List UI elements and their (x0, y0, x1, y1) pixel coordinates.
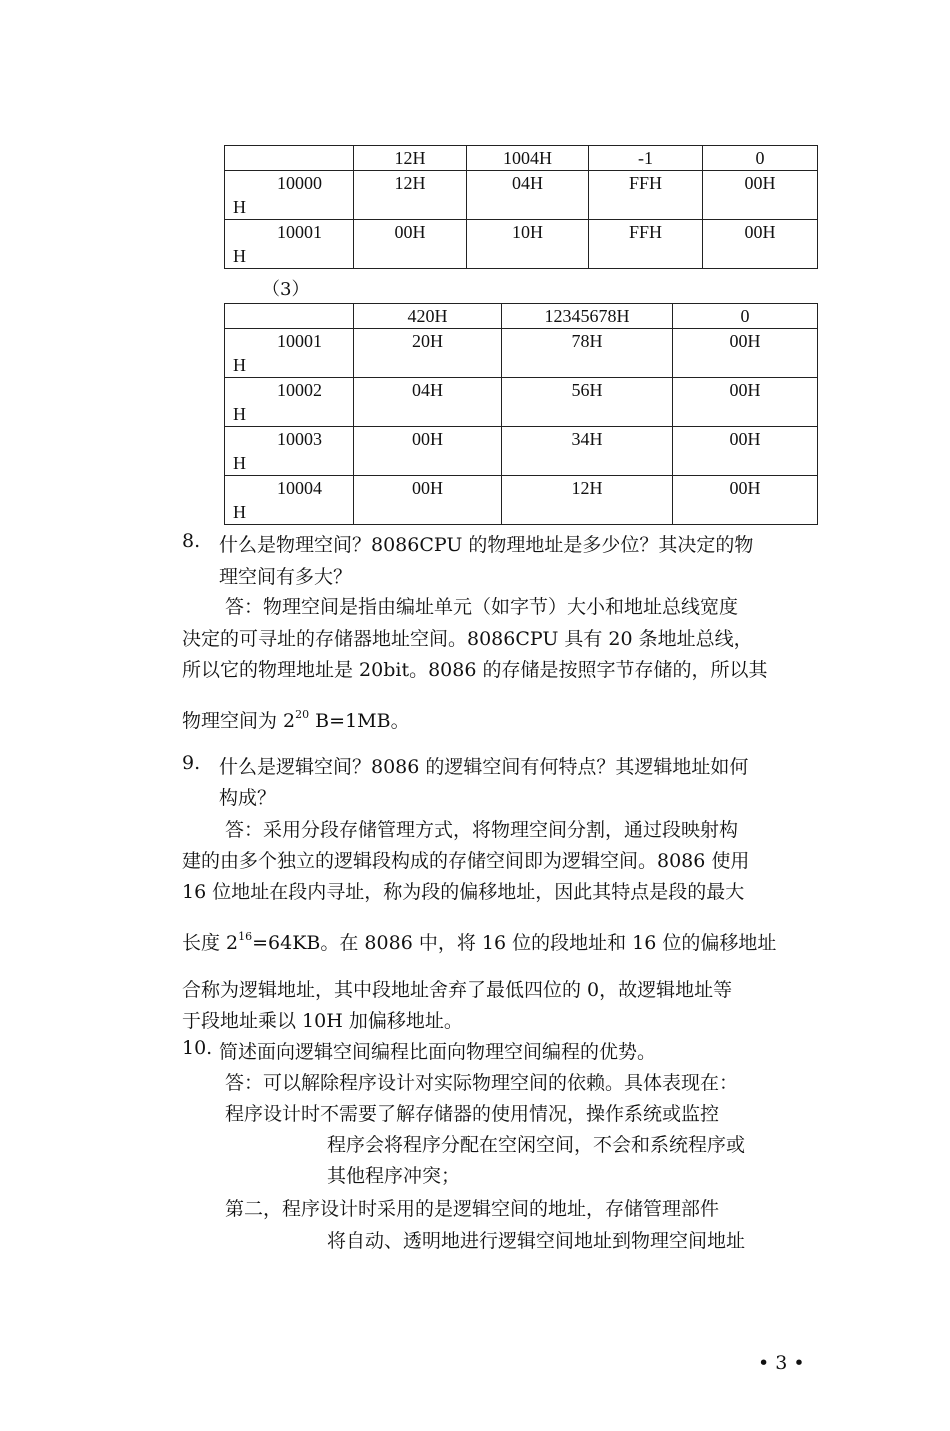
table-header-cell: 12H (354, 146, 467, 171)
address-suffix: H (233, 502, 246, 522)
question-8-text: 什么是物理空间？8086CPU 的物理地址是多少位？其决定的物 (219, 534, 754, 556)
address-suffix: H (233, 453, 246, 473)
answer-10-text: 第二，程序设计时采用的是逻辑空间的地址，存储管理部件 (225, 1198, 720, 1220)
question-10-text: 简述面向逻辑空间编程比面向物理空间编程的优势。 (219, 1041, 657, 1063)
question-number: 10. (182, 1037, 213, 1059)
question-number: 8. (182, 530, 201, 552)
table-cell: 00H (673, 329, 818, 378)
table-row (225, 329, 818, 378)
table-row (225, 476, 818, 525)
table-header-cell: 420H (354, 304, 502, 329)
table-cell: 12H (502, 476, 673, 525)
table-header-cell: -1 (589, 146, 703, 171)
answer-8-text: 答：物理空间是指由编址单元（如字节）大小和地址总线宽度 (225, 596, 739, 618)
answer-9-formula (182, 928, 776, 958)
table-cell: 00H (703, 171, 818, 220)
table-cell: 00H (354, 476, 502, 525)
address-cell (225, 476, 354, 525)
table-header-row (225, 304, 818, 329)
table-cell: 00H (354, 427, 502, 476)
table-row (225, 171, 818, 220)
table-cell: 00H (673, 378, 818, 427)
table-cell: 00H (354, 220, 467, 269)
table-row (225, 378, 818, 427)
address-number: 10002 (277, 380, 322, 400)
answer-10-text: 答：可以解除程序设计对实际物理空间的依赖。具体表现在： (225, 1072, 739, 1094)
answer-8-formula (182, 706, 410, 736)
answer-8-text: 所以它的物理地址是 20bit。8086 的存储是按照字节存储的，所以其 (182, 659, 768, 681)
address-number: 10001 (277, 331, 322, 351)
formula-exponent: 20 (295, 708, 310, 721)
table-header-cell: 1004H (467, 146, 589, 171)
address-cell (225, 220, 354, 269)
table-cell: FFH (589, 171, 703, 220)
address-number: 10004 (277, 478, 322, 498)
table-cell: 04H (467, 171, 589, 220)
table-header-cell: 0 (703, 146, 818, 171)
table-header-row (225, 146, 818, 171)
page-number: • 3 • (758, 1352, 805, 1374)
table-row (225, 220, 818, 269)
table-cell: 56H (502, 378, 673, 427)
table-cell: FFH (589, 220, 703, 269)
formula-text: 长度 2 (182, 932, 239, 954)
memory-table-1 (224, 145, 818, 269)
answer-10-text: 其他程序冲突； (327, 1165, 461, 1187)
address-suffix: H (233, 246, 246, 266)
question-number: 9. (182, 752, 201, 774)
answer-9-text: 合称为逻辑地址，其中段地址舍弃了最低四位的 0，故逻辑地址等 (182, 979, 733, 1001)
answer-9-text: 建的由多个独立的逻辑段构成的存储空间即为逻辑空间。8086 使用 (182, 850, 750, 872)
address-suffix: H (233, 355, 246, 375)
answer-9-text: 于段地址乘以 10H 加偏移地址。 (182, 1010, 463, 1032)
formula-text: 物理空间为 2 (182, 710, 296, 732)
table-row (225, 427, 818, 476)
answer-10-text: 程序会将程序分配在空闲空间，不会和系统程序或 (327, 1134, 746, 1156)
address-cell (225, 427, 354, 476)
question-8-text: 理空间有多大？ (219, 566, 353, 588)
table-cell: 00H (673, 476, 818, 525)
table-header-cell (225, 146, 354, 171)
formula-exponent: 16 (238, 930, 253, 943)
table-cell: 04H (354, 378, 502, 427)
answer-8-text: 决定的可寻址的存储器地址空间。8086CPU 具有 20 条地址总线， (182, 628, 753, 650)
address-suffix: H (233, 197, 246, 217)
answer-9-text: 16 位地址在段内寻址，称为段的偏移地址，因此其特点是段的最大 (182, 881, 745, 903)
table-cell: 20H (354, 329, 502, 378)
table-cell: 00H (673, 427, 818, 476)
table-header-cell (225, 304, 354, 329)
answer-10-text: 程序设计时不需要了解存储器的使用情况，操作系统或监控 (225, 1103, 720, 1125)
address-number: 10000 (277, 173, 322, 193)
table-cell: 12H (354, 171, 467, 220)
formula-text: B=1MB。 (309, 710, 410, 732)
question-9-text: 什么是逻辑空间？8086 的逻辑空间有何特点？其逻辑地址如何 (219, 756, 749, 778)
table-cell: 78H (502, 329, 673, 378)
address-cell (225, 171, 354, 220)
address-suffix: H (233, 404, 246, 424)
address-number: 10003 (277, 429, 322, 449)
table-header-cell: 0 (673, 304, 818, 329)
memory-table-2 (224, 303, 818, 525)
formula-text: =64KB。在 8086 中，将 16 位的段地址和 16 位的偏移地址 (252, 932, 777, 954)
table-header-cell: 12345678H (502, 304, 673, 329)
answer-9-text: 答：采用分段存储管理方式，将物理空间分割，通过段映射构 (225, 819, 739, 841)
table-cell: 34H (502, 427, 673, 476)
address-number: 10001 (277, 222, 322, 242)
address-cell (225, 329, 354, 378)
subpart-label: （3） (262, 279, 310, 300)
table-cell: 00H (703, 220, 818, 269)
answer-10-text: 将自动、透明地进行逻辑空间地址到物理空间地址 (327, 1230, 746, 1252)
question-9-text: 构成？ (219, 787, 277, 809)
table-cell: 10H (467, 220, 589, 269)
address-cell (225, 378, 354, 427)
